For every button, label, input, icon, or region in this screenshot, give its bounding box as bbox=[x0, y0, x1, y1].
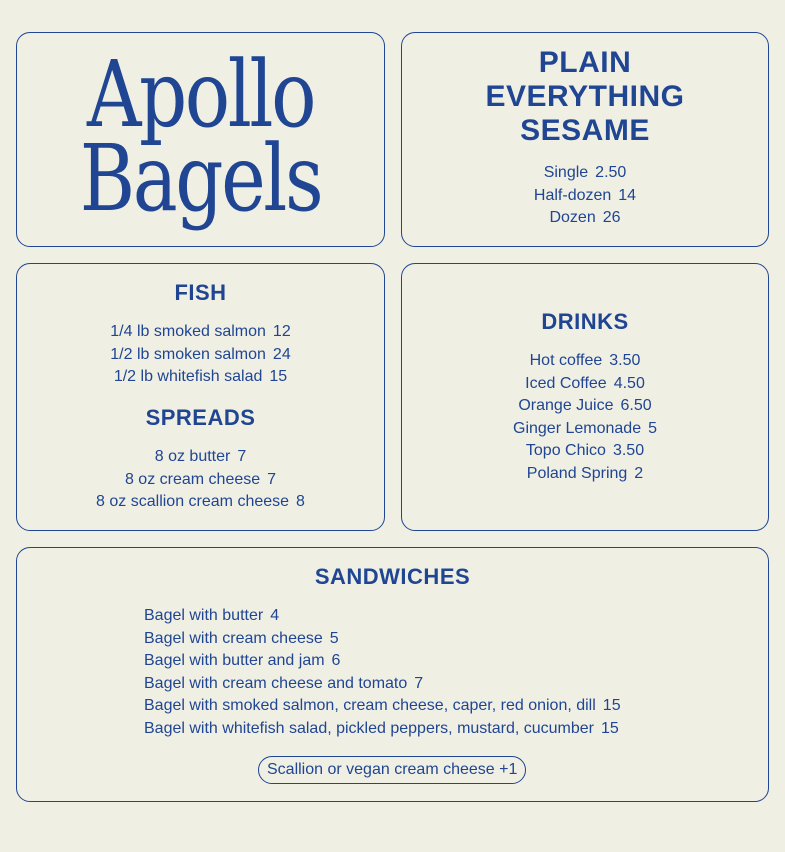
item-name: 8 oz scallion cream cheese bbox=[96, 493, 290, 510]
bagel-price-single bbox=[402, 162, 768, 185]
item-name: Ginger Lemonade bbox=[513, 419, 642, 437]
item-name: Bagel with cream cheese and tomato bbox=[144, 674, 408, 692]
item-name: Bagel with butter and jam bbox=[144, 652, 325, 669]
item-name: Bagel with cream cheese bbox=[144, 629, 323, 647]
item-price: 6.50 bbox=[620, 397, 652, 414]
drink-item bbox=[402, 418, 768, 441]
item-price: 12 bbox=[272, 323, 291, 340]
bagel-types bbox=[402, 46, 768, 148]
sandwich-item bbox=[144, 605, 621, 628]
item-name: Topo Chico bbox=[525, 442, 606, 459]
item-name: Half-dozen bbox=[533, 186, 612, 204]
item-price: 7 bbox=[267, 470, 277, 488]
spread-item bbox=[17, 491, 384, 514]
sandwiches-list bbox=[144, 605, 621, 740]
item-name: 1/2 lb whitefish salad bbox=[113, 368, 263, 385]
item-price: 6 bbox=[331, 652, 341, 669]
spreads-heading: SPREADS bbox=[145, 405, 256, 430]
fish-item bbox=[17, 344, 384, 367]
item-name: Orange Juice bbox=[518, 397, 614, 414]
item-price: 14 bbox=[618, 186, 637, 204]
logo-apollo: Apollo bbox=[86, 41, 315, 148]
bagels-card bbox=[401, 32, 769, 247]
item-price: 24 bbox=[272, 345, 291, 363]
bagel-type-sesame: SESAME bbox=[520, 114, 650, 147]
item-price: 2 bbox=[634, 464, 644, 482]
item-name: 8 oz butter bbox=[154, 448, 231, 465]
drink-item bbox=[402, 440, 768, 463]
spreads-list bbox=[17, 446, 384, 514]
item-price: 3.50 bbox=[612, 442, 645, 459]
item-name: Bagel with butter bbox=[144, 607, 264, 624]
sandwich-item bbox=[144, 695, 621, 718]
bagel-type-plain: PLAIN bbox=[538, 46, 632, 79]
item-price: 3.50 bbox=[609, 352, 641, 369]
bagel-price-list bbox=[402, 162, 768, 230]
item-name: 8 oz cream cheese bbox=[124, 470, 261, 488]
sandwiches-heading: SANDWICHES bbox=[314, 564, 471, 589]
item-name: 1/2 lb smoken salmon bbox=[110, 345, 266, 363]
item-name: Bagel with smoked salmon, cream cheese, caper, red onion, dill bbox=[144, 697, 596, 714]
sandwich-item bbox=[144, 718, 621, 741]
drinks-heading: DRINKS bbox=[541, 309, 629, 334]
spread-item bbox=[17, 446, 384, 469]
item-name: Iced Coffee bbox=[525, 374, 607, 392]
item-price: 15 bbox=[269, 368, 288, 385]
drink-item bbox=[402, 373, 768, 396]
drink-item bbox=[402, 395, 768, 418]
item-price: 8 bbox=[296, 493, 305, 510]
drink-item bbox=[402, 350, 768, 373]
sandwich-item bbox=[144, 673, 621, 696]
item-name: Poland Spring bbox=[526, 464, 628, 482]
bagel-type-everything: EVERYTHING bbox=[485, 80, 685, 113]
sandwich-item bbox=[144, 650, 621, 673]
fish-heading: FISH bbox=[174, 280, 227, 305]
item-name: Single bbox=[543, 164, 589, 181]
logo-bagels: Bagels bbox=[79, 125, 322, 232]
spread-item bbox=[17, 469, 384, 492]
sandwich-item bbox=[144, 628, 621, 651]
drinks-list bbox=[402, 350, 768, 485]
item-price: 5 bbox=[329, 629, 339, 647]
fish-item bbox=[17, 321, 384, 344]
item-price: 26 bbox=[602, 209, 621, 226]
item-price: 4 bbox=[270, 607, 280, 624]
logo-card bbox=[16, 32, 385, 247]
item-price: 5 bbox=[648, 419, 657, 437]
item-price: 2.50 bbox=[595, 164, 627, 181]
item-price: 15 bbox=[601, 719, 619, 737]
item-price: 7 bbox=[414, 674, 424, 692]
item-name: Dozen bbox=[549, 209, 596, 226]
item-price: 4.50 bbox=[613, 374, 645, 392]
fish-item bbox=[17, 366, 384, 389]
fish-spreads-card bbox=[16, 263, 385, 531]
bagel-price-half-dozen bbox=[402, 185, 768, 208]
item-name: Hot coffee bbox=[529, 352, 603, 369]
item-name: Bagel with whitefish salad, pickled peppers, mustard, cucumber bbox=[144, 719, 594, 737]
bagel-price-dozen bbox=[402, 207, 768, 230]
item-name: 1/4 lb smoked salmon bbox=[110, 323, 266, 340]
fish-list bbox=[17, 321, 384, 389]
drink-item bbox=[402, 463, 768, 486]
sandwiches-card bbox=[16, 547, 769, 802]
item-price: 7 bbox=[237, 448, 247, 465]
addon-badge: Scallion or vegan cream cheese +1 bbox=[258, 756, 526, 784]
item-price: 15 bbox=[602, 697, 621, 714]
drinks-card bbox=[401, 263, 769, 531]
